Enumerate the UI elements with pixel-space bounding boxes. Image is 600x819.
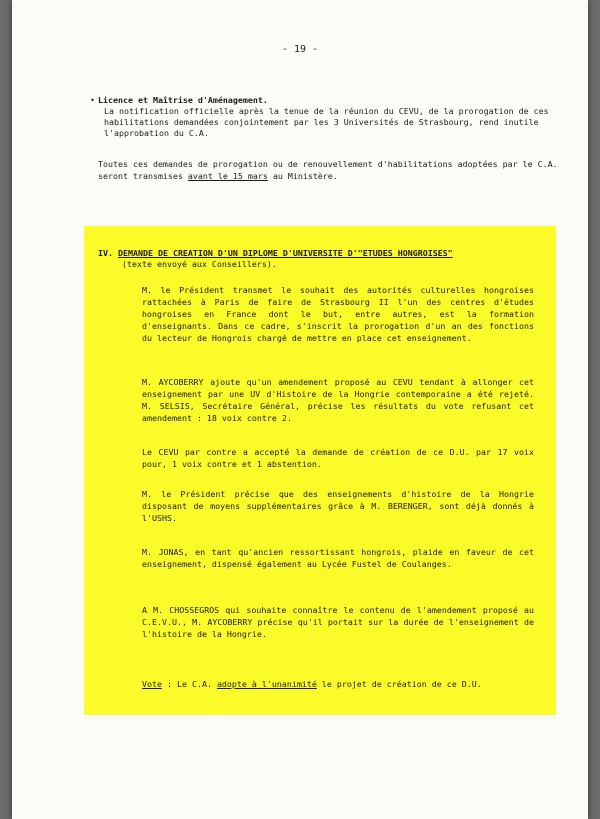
vote-line (142, 678, 534, 690)
paragraph-president-proposal: M. le Président transmet le souhait des autorités culturelles hongroises rattachées à Paris de faire de Strasbourg II l'un des centres d'études hongroises en France dont le but, entre autres, est la formation d'enseignants. Dans ce cadre, s'inscrit la prorogation d'un an des fonctions du lecteur de Hongrois chargé de mettre en place cet enseignement. (142, 285, 534, 343)
paragraph-cevu-vote: Le CEVU par contre a accepté la demande de création de ce D.U. par 17 voix pour, 1 voix contre et 1 abstention. (142, 447, 534, 469)
highlighted-section (84, 226, 556, 715)
section-heading (98, 248, 548, 270)
paragraph-jonas: M. JONAS, en tant qu'ancien ressortissant hongrois, plaide en faveur de cet enseignement, dispensé également au Lycée Fustel de Coulanges. (142, 547, 534, 569)
prorogation-paragraph (98, 158, 558, 182)
page-number: - 19 - (281, 44, 319, 55)
section-title: DEMANDE DE CREATION D'UN DIPLOME D'UNIVERSITE D'"ETUDES HONGROISES" (118, 248, 453, 258)
prorogation-end: au Ministère. (267, 171, 338, 181)
licence-body: La notification officielle après la tenue de la réunion du CEVU, de la prorogation de ces habilitations demandées conjointement par les 3 Universités de Strasbourg, rend inutile l'approbation du C.A. (104, 106, 549, 138)
vote-decision: adopte à l'unanimité (216, 679, 317, 689)
prorogation-text: Toutes ces demandes de prorogation ou de renouvellement d'habilitations adoptées par le C.A. seront transmises (98, 159, 558, 181)
vote-rest: le projet de création de ce D.U. (316, 679, 482, 689)
paragraph-chossegros: A M. CHOSSEGROS qui souhaite connaître le contenu de l'amendement proposé au C.E.V.U., M. AYCOBERRY précise qu'il portait sur la durée de l'enseignement de l'histoire de la Hongrie. (142, 605, 534, 639)
prorogation-deadline: avant le 15 mars (187, 171, 268, 181)
paragraph-president-history: M. le Président précise que des enseignements d'histoire de la Hongrie disposant de moyens supplémentaires grâce à M. BERENGER, sont déjà donnés à l'USHS. (142, 489, 534, 523)
section-subtitle: (texte envoyé aux Conseillers). (122, 259, 277, 269)
licence-block (90, 95, 558, 139)
paragraph-aycoberry-amendment: M. AYCOBERRY ajoute qu'un amendement proposé au CEVU tendant à allonger cet enseignement par une UV d'Histoire de la Hongrie contemporaine a été rejeté. M. SELSIS, Secrétaire Général, précise les résultats du vote refusant cet amendement : 18 voix contre 2. (142, 377, 534, 423)
vote-sep: : Le C.A. (161, 679, 217, 689)
bullet-icon: • (90, 95, 95, 105)
vote-label: Vote (142, 679, 162, 689)
document-page (12, 0, 588, 819)
licence-heading: Licence et Maîtrise d'Aménagement. (98, 95, 268, 105)
section-number: IV. (98, 248, 113, 258)
